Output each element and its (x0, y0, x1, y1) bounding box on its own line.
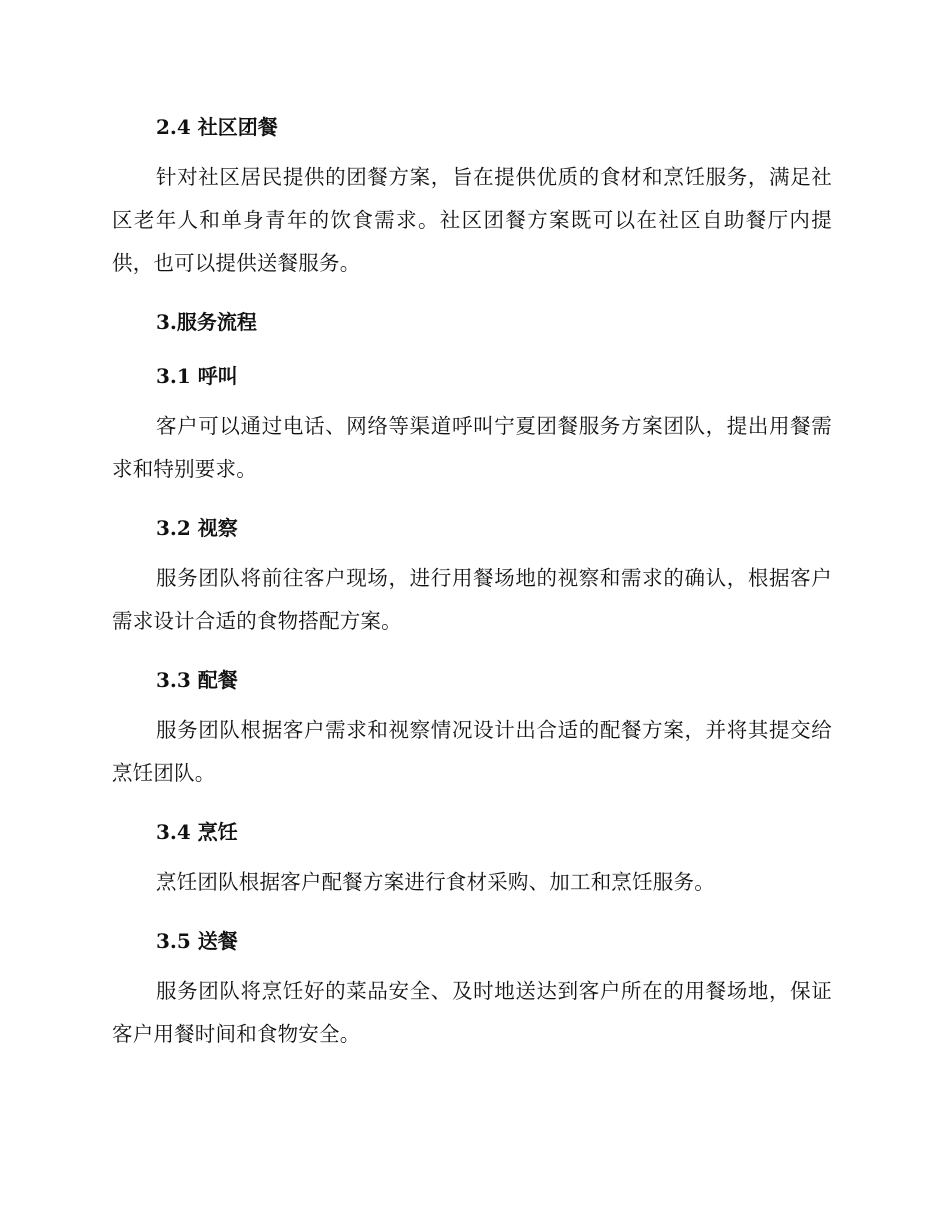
section-heading-3-2: 3.2 视察 (156, 516, 238, 540)
section-heading-3-1: 3.1 呼叫 (156, 364, 238, 388)
section-paragraph-3-5: 服务团队将烹饪好的菜品安全、及时地送达到客户所在的用餐场地，保证客户用餐时间和食物安全。 (112, 979, 832, 1046)
document-body (112, 110, 832, 1056)
section-paragraph-3-3: 服务团队根据客户需求和视察情况设计出合适的配餐方案，并将其提交给烹饪团队。 (112, 718, 832, 785)
section-heading-3-4: 3.4 烹饪 (156, 820, 238, 844)
section-paragraph-3-2: 服务团队将前往客户现场，进行用餐场地的视察和需求的确认，根据客户需求设计合适的食物搭配方案。 (112, 566, 832, 633)
section-paragraph-2-4: 针对社区居民提供的团餐方案，旨在提供优质的食材和烹饪服务，满足社区老年人和单身青年的饮食需求。社区团餐方案既可以在社区自助餐厅内提供，也可以提供送餐服务。 (112, 165, 832, 275)
section-paragraph-3-4: 烹饪团队根据客户配餐方案进行食材采购、加工和烹饪服务。 (156, 870, 715, 894)
section-heading-3-3: 3.3 配餐 (156, 668, 238, 692)
section-heading-3-5: 3.5 送餐 (156, 929, 238, 953)
section-paragraph-3-1: 客户可以通过电话、网络等渠道呼叫宁夏团餐服务方案团队，提出用餐需求和特别要求。 (112, 414, 832, 481)
section-heading-3: 3.服务流程 (156, 310, 257, 334)
section-heading-2-4: 2.4 社区团餐 (156, 115, 278, 139)
